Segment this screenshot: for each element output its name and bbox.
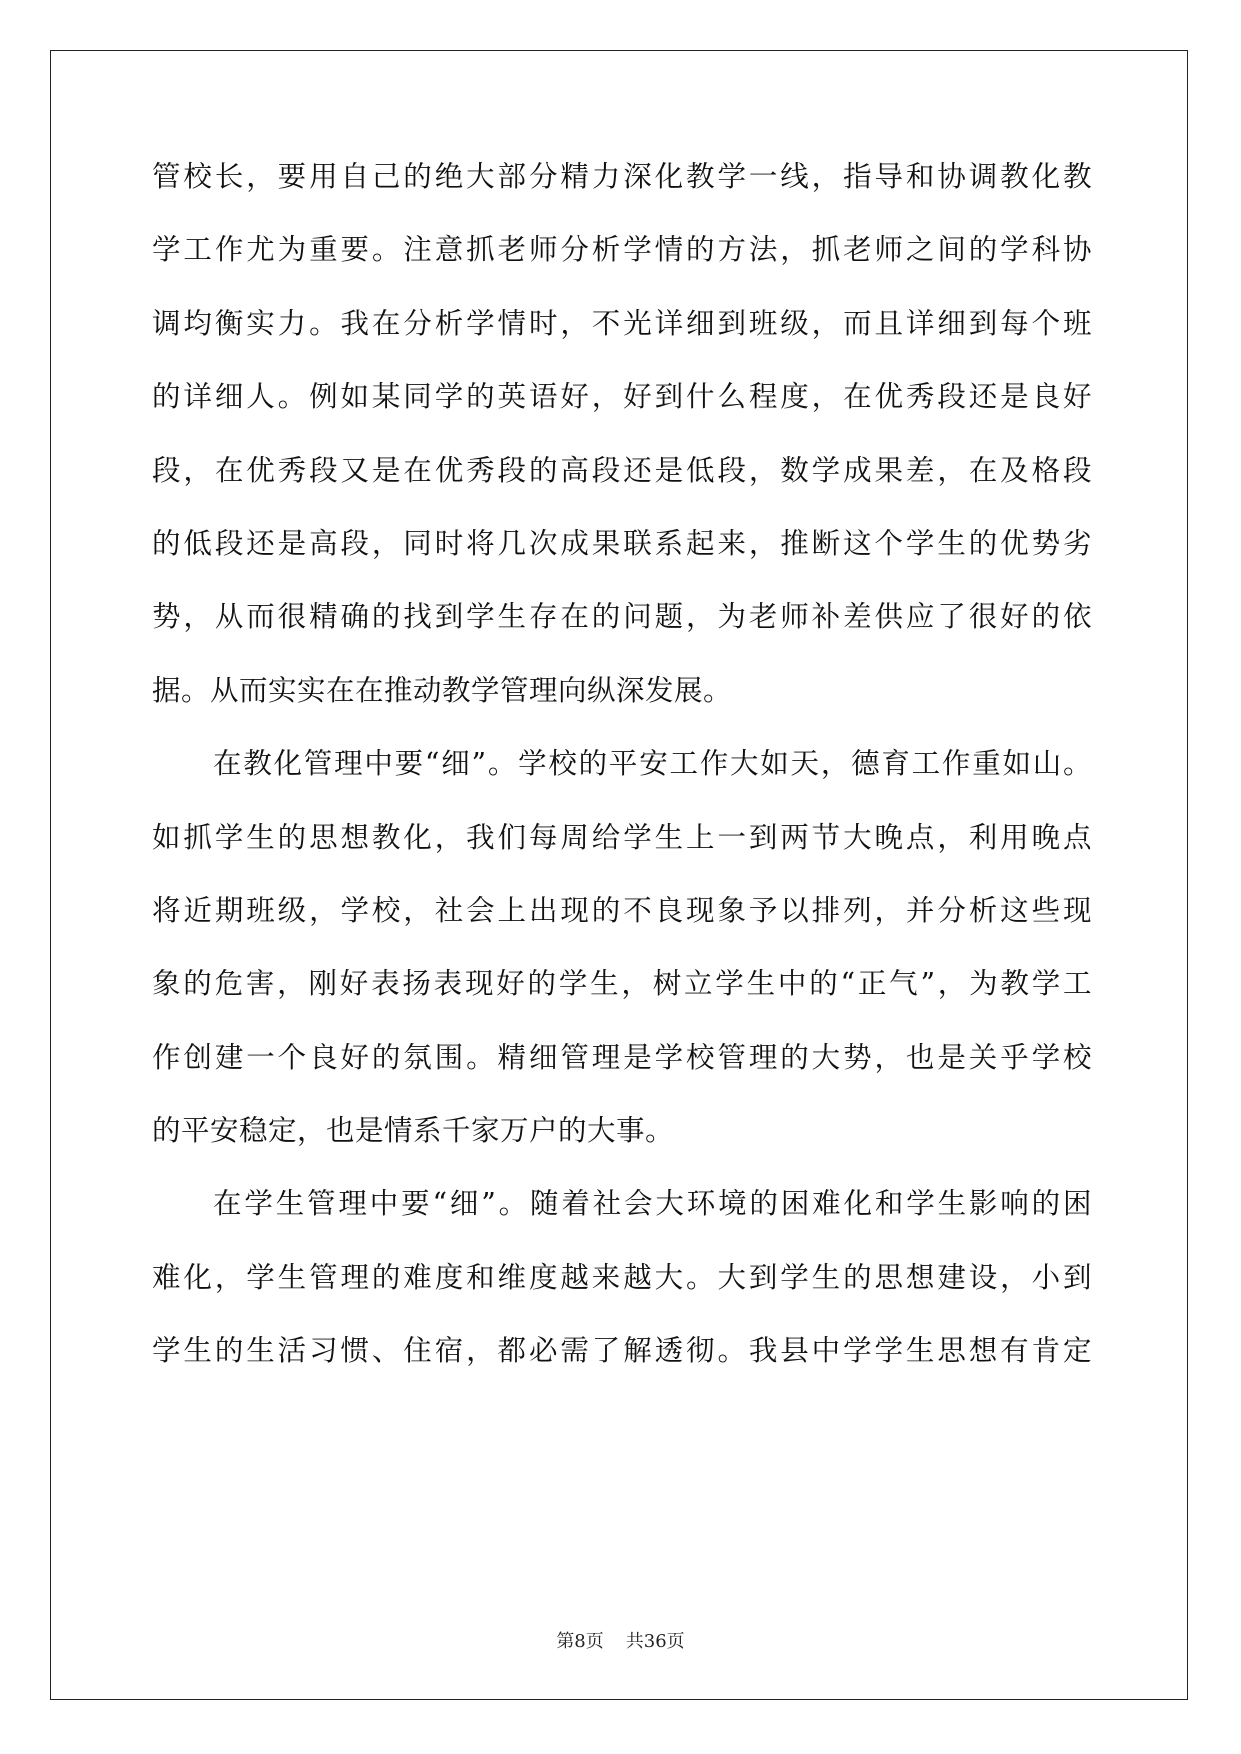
text-line: 难化，学生管理的难度和维度越来越大。大到学生的思想建设，小到	[152, 1260, 1092, 1294]
text-line: 在学生管理中要“细”。随着社会大环境的困难化和学生影响的困	[213, 1187, 1092, 1221]
page-total: 共36页	[625, 1631, 685, 1652]
text-line: 学生的生活习惯、住宿，都必需了解透彻。我县中学学生思想有肯定	[152, 1334, 1092, 1368]
paragraph-3	[152, 1189, 1092, 1409]
page-number: 第8页	[556, 1631, 604, 1652]
text-line: 的详细人。例如某同学的英语好，好到什么程度，在优秀段还是良好	[152, 380, 1092, 414]
text-line: 将近期班级，学校，社会上出现的不良现象予以排列，并分析这些现	[152, 893, 1092, 927]
text-line: 作创建一个良好的氛围。精细管理是学校管理的大势，也是关乎学校	[152, 1040, 1092, 1074]
paragraph-2	[152, 749, 1092, 1189]
text-line: 据。从而实实在在推动教学管理向纵深发展。	[152, 673, 733, 707]
text-line: 的平安稳定，也是情系千家万户的大事。	[152, 1114, 675, 1148]
text-line: 如抓学生的思想教化，我们每周给学生上一到两节大晚点，利用晚点	[152, 820, 1092, 854]
text-line: 的低段还是高段，同时将几次成果联系起来，推断这个学生的优势劣	[152, 526, 1092, 560]
text-line: 在教化管理中要“细”。学校的平安工作大如天，德育工作重如山。	[213, 747, 1092, 781]
text-line: 象的危害，刚好表扬表现好的学生，树立学生中的“正气”，为教学工	[152, 967, 1092, 1001]
text-line: 势，从而很精确的找到学生存在的问题，为老师补差供应了很好的依	[152, 600, 1092, 634]
text-line: 段，在优秀段又是在优秀段的高段还是低段，数学成果差，在及格段	[152, 453, 1092, 487]
text-line: 管校长，要用自己的绝大部分精力深化教学一线，指导和协调教化教	[152, 160, 1092, 193]
page-footer	[0, 1627, 1241, 1653]
text-line: 调均衡实力。我在分析学情时，不光详细到班级，而且详细到每个班	[152, 306, 1092, 340]
text-line: 学工作尤为重要。注意抓老师分析学情的方法，抓老师之间的学科协	[152, 233, 1092, 267]
paragraph-1	[152, 162, 1092, 749]
document-body	[152, 162, 1092, 1410]
